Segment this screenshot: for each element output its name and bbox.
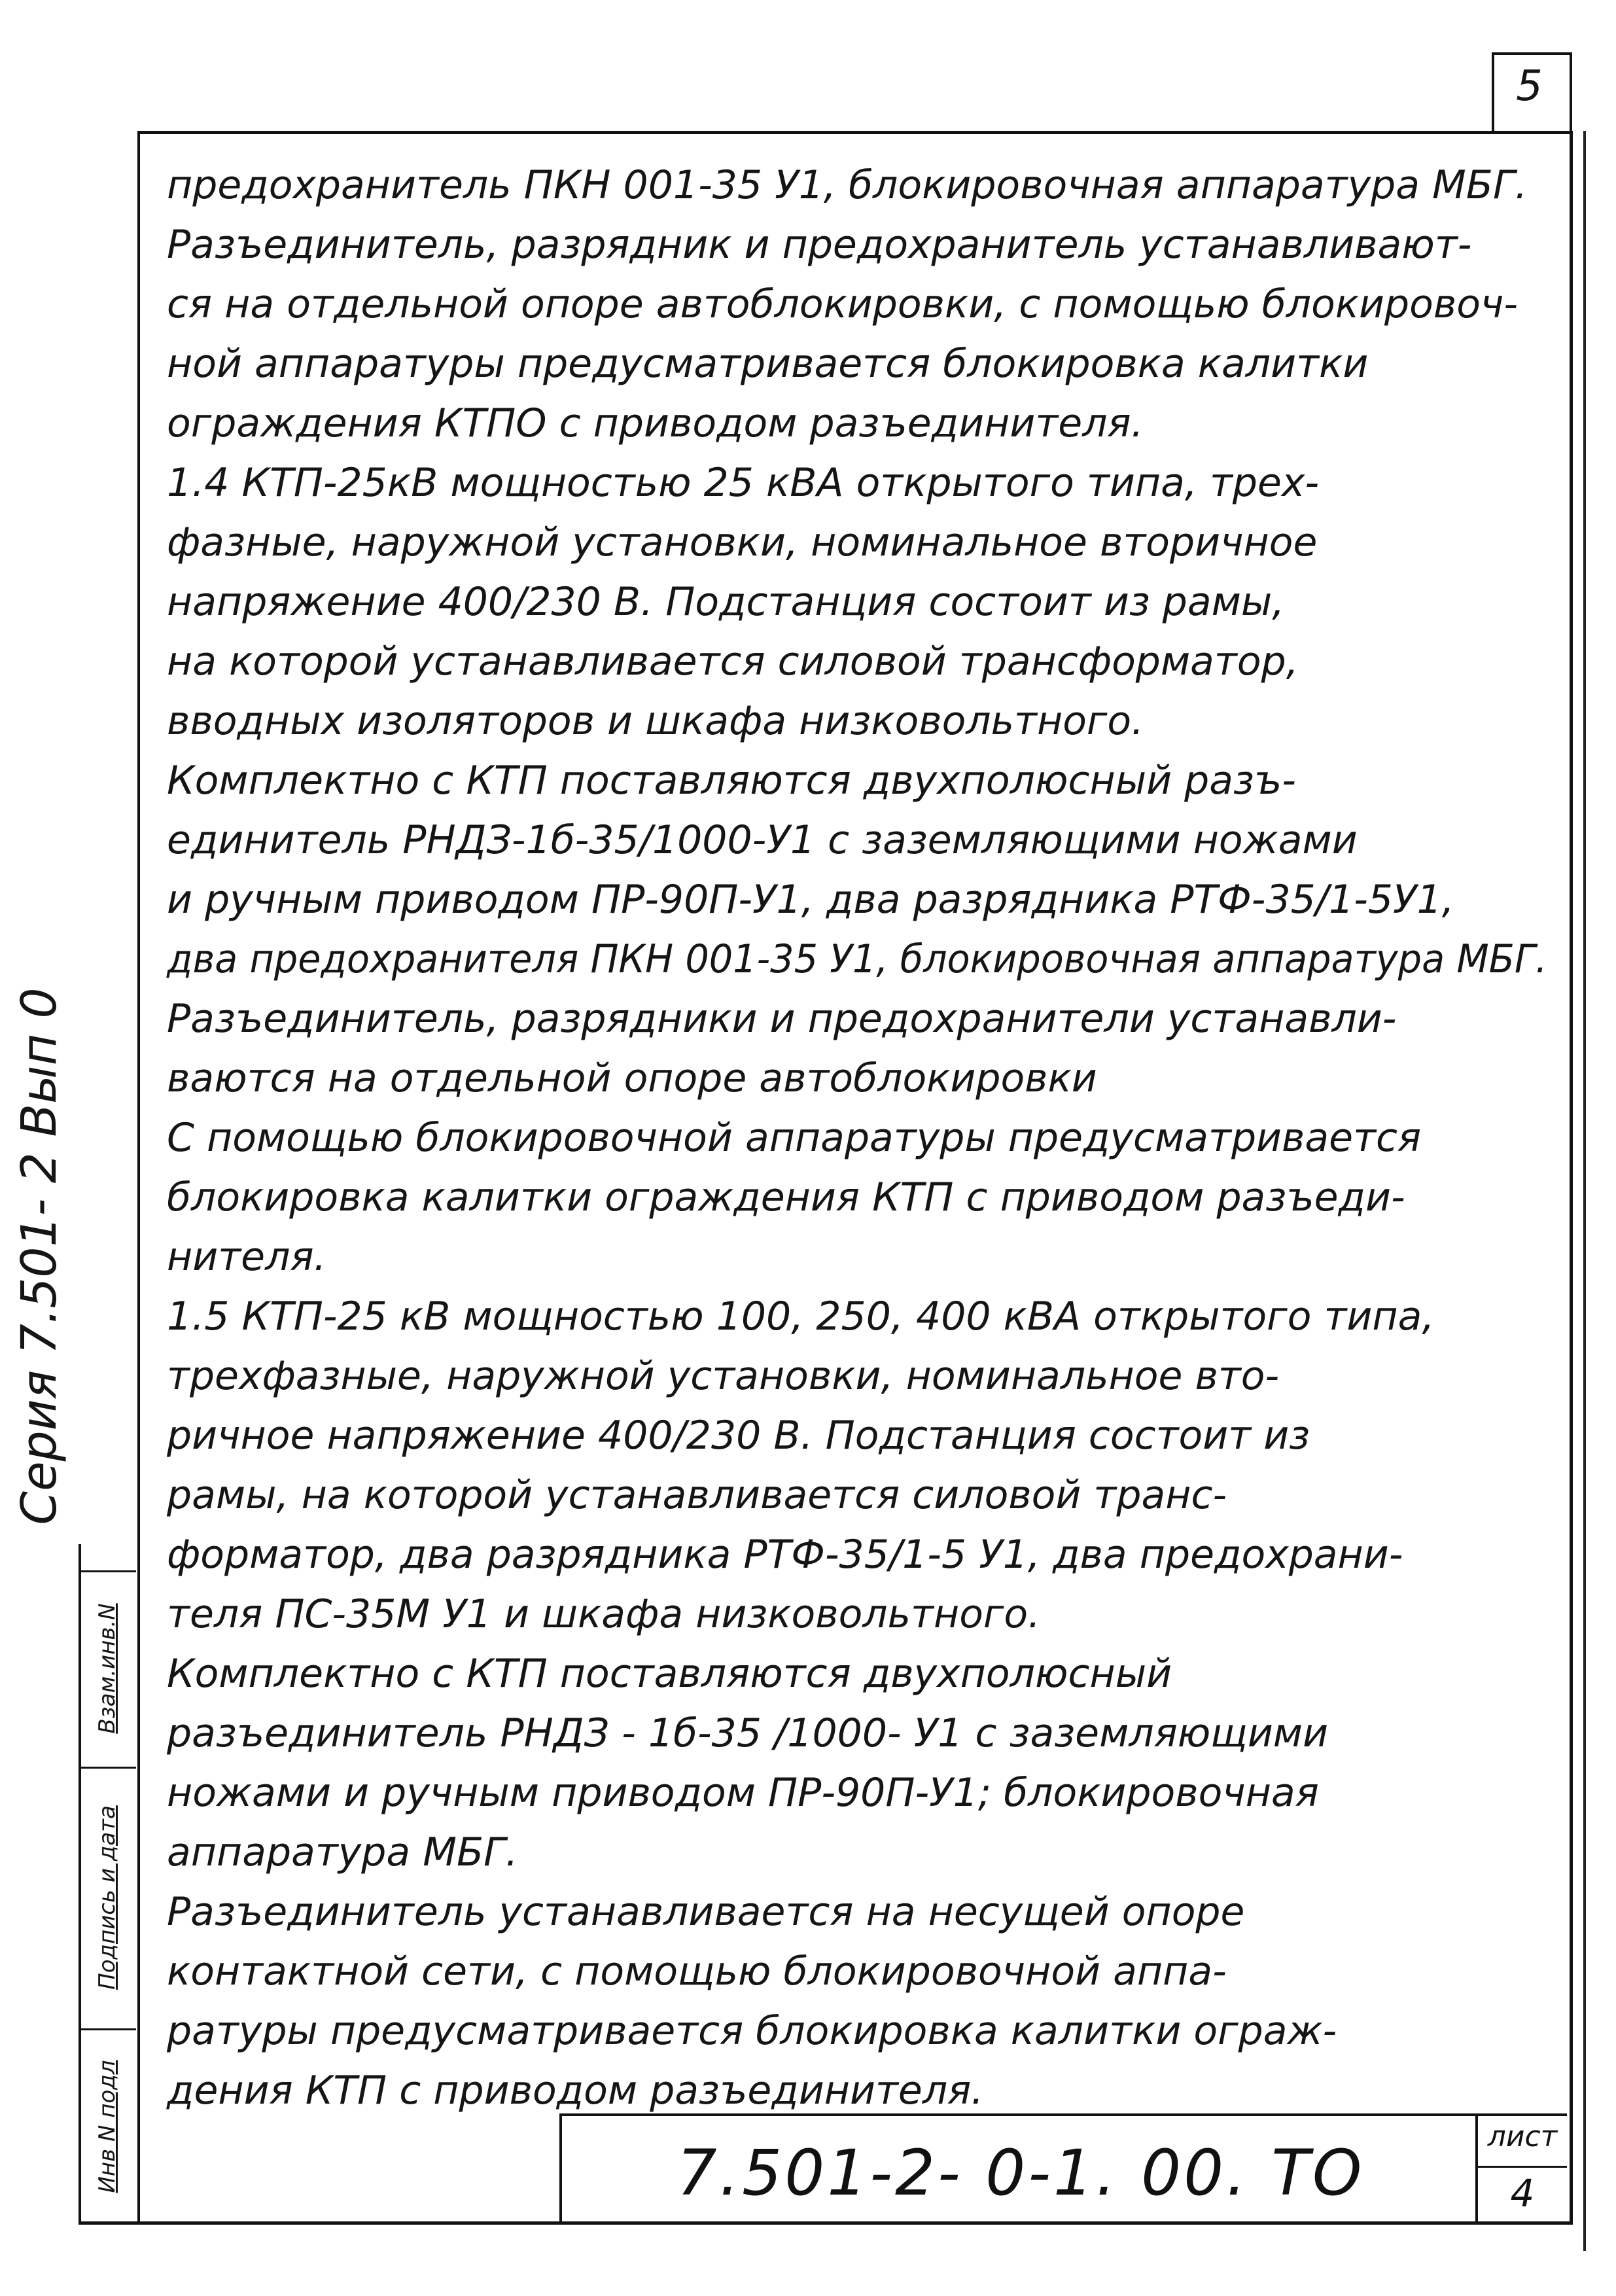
sheet-number: 4 — [1510, 2171, 1535, 2216]
stamp-vzam-inv: Взам.инв.N — [94, 1603, 120, 1734]
frame-bottom-line — [79, 2221, 1570, 2225]
body-line: 1.4 КТП-25кВ мощностью 25 кВА открытого типа, трех- — [167, 460, 1320, 506]
body-line: предохранитель ПКН 001-35 У1, блокировочная аппаратура МБГ. — [167, 162, 1528, 208]
body-line: ной аппаратуры предусматривается блокировка калитки — [167, 341, 1369, 387]
document-code: 7.501-2- 0-1. 00. ТО — [676, 2136, 1365, 2210]
body-line: ся на отдельной опоре автоблокировки, с помощью блокировоч- — [167, 281, 1519, 327]
body-line: теля ПС-35М У1 и шкафа низковольтного. — [167, 1591, 1041, 1637]
approval-stamp-column — [79, 1570, 136, 2221]
body-line: Комплектно с КТП поставляются двухполюсный — [167, 1651, 1172, 1697]
body-line: вводных изоляторов и шкафа низковольтного. — [167, 698, 1144, 744]
body-line: два предохранителя ПКН 001-35 У1, блокировочная аппаратура МБГ. — [167, 936, 1547, 982]
series-label: Серия 7.501- 2 Вып 0 — [11, 987, 67, 1525]
body-line: форматор, два разрядника РТФ-35/1-5 У1, два предохрани- — [167, 1532, 1403, 1578]
title-block-top-border — [559, 2113, 1567, 2116]
body-line: контактной сети, с помощью блокировочной аппа- — [167, 1949, 1227, 1994]
body-line: Комплектно с КТП поставляются двухполюсный разъ- — [167, 758, 1296, 804]
stamp-signature-date: Подпись и дата — [94, 1805, 120, 1990]
body-line: фазные, наружной установки, номинальное вторичное — [167, 520, 1318, 565]
body-line: рамы, на которой устанавливается силовой транс- — [167, 1472, 1227, 1518]
body-line: ограждения КТПО с приводом разъединителя. — [167, 400, 1144, 446]
body-line: единитель РНДЗ-1б-35/1000-У1 с заземляющими ножами — [167, 817, 1358, 863]
body-line: дения КТП с приводом разъединителя. — [167, 2068, 984, 2113]
body-line: блокировка калитки ограждения КТП с приводом разъеди- — [167, 1174, 1405, 1220]
page-number: 5 — [1516, 62, 1543, 111]
body-line: трехфазные, наружной установки, номинальное вто- — [167, 1353, 1280, 1399]
body-line: напряжение 400/230 В. Подстанция состоит из рамы, — [167, 579, 1285, 625]
body-line: ричное напряжение 400/230 В. Подстанция состоит из — [167, 1413, 1310, 1458]
body-line: ратуры предусматривается блокировка калитки ограж- — [167, 2008, 1337, 2054]
title-block-sheet-divider — [1475, 2166, 1567, 2168]
body-line: ножами и ручным приводом ПР-90П-У1; блокировочная — [167, 1770, 1319, 1816]
body-line: С помощью блокировочной аппаратуры предусматривается — [167, 1115, 1422, 1161]
body-line: на которой устанавливается силовой трансформатор, — [167, 639, 1299, 684]
body-line: ваются на отдельной опоре автоблокировки — [167, 1055, 1097, 1101]
body-line: разъединитель РНДЗ - 1б-35 /1000- У1 с заземляющими — [167, 1710, 1329, 1756]
body-line: Разъединитель, разрядник и предохранитель устанавливают- — [167, 222, 1472, 268]
body-line: и ручным приводом ПР-90П-У1, два разрядника РТФ-35/1-5У1, — [167, 877, 1454, 923]
body-line: аппаратура МБГ. — [167, 1829, 518, 1875]
body-line: Разъединитель, разрядники и предохранители устанавли- — [167, 996, 1397, 1042]
body-line: нителя. — [167, 1234, 326, 1280]
frame-right-edge — [1583, 131, 1586, 2251]
body-line: 1.5 КТП-25 кВ мощностью 100, 250, 400 кВА открытого типа, — [167, 1294, 1435, 1339]
title-block-left-border — [559, 2113, 562, 2221]
body-line: Разъединитель устанавливается на несущей опоре — [167, 1889, 1245, 1935]
stamp-inv-podl: Инв N подл — [94, 2060, 120, 2193]
sheet-label: лист — [1487, 2120, 1558, 2153]
